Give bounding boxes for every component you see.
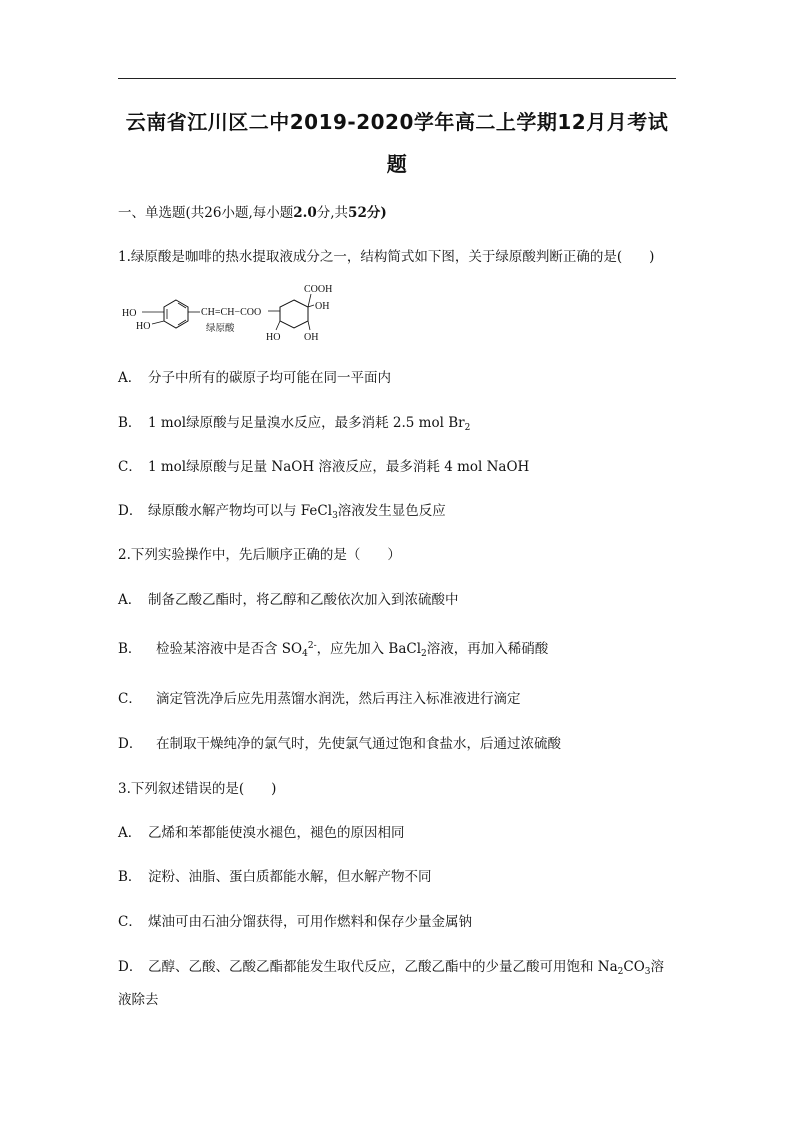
ho-ring-label: HO [266,332,281,343]
q1-option-d: D． 绿原酸水解产物均可以与 FeCl$_3$溶液发生显色反应 [118,503,446,521]
q3-option-d: D． 乙醇、乙酸、乙酸乙酯都能发生取代反应，乙酸乙酯中的少量乙酸可用饱和 $Na_2CO_3$溶 [118,959,665,977]
q1-option-b: B． 1 mol绿原酸与足量溴水反应，最多消耗 2.5 mol $Br_2$ [118,415,471,433]
q3-option-d-continued: 液除去 [118,992,159,1008]
q2-option-a: A． 制备乙酸乙酯时，将乙醇和乙酸依次加入到浓硫酸中 [118,592,459,608]
structure-caption: 绿原酸 [206,323,235,334]
q1-option-a: A． 分子中所有的碳原子均可能在同一平面内 [118,370,391,386]
cooh-label: COOH [304,284,333,295]
question-2-stem: 2.下列实验操作中，先后顺序正确的是（ ） [118,547,401,563]
question-3-stem: 3.下列叙述错误的是( ) [118,781,277,797]
oh-right-label: OH [315,301,330,312]
question-1-stem: 1.绿原酸是咖啡的热水提取液成分之一，结构简式如下图，关于绿原酸判断正确的是( ) [118,249,655,265]
q3-option-a: A． 乙烯和苯都能使溴水褪色，褪色的原因相同 [118,825,405,841]
chlorogenic-acid-structure [118,278,358,348]
q2-option-b: B． 检验某溶液中是否含 $SO_4^{2-}$，应先加入 BaCl$_2$溶液，再加入稀硝酸 [118,641,549,659]
q2-option-c: C． 滴定管洗净后应先用蒸馏水润洗，然后再注入标准液进行滴定 [118,691,521,707]
chain-label: CH=CH−COO [201,307,262,318]
header-rule [118,78,676,79]
oh-ring-label: OH [304,332,319,343]
page-title-continued: 题 [386,152,408,176]
ho-top-label: HO [122,308,137,319]
q3-option-c: C． 煤油可由石油分馏获得，可用作燃料和保存少量金属钠 [118,914,472,930]
benzene-ring [164,300,188,328]
ho-bottom-label: HO [136,321,151,332]
q2-option-d: D． 在制取干燥纯净的氯气时，先使氯气通过饱和食盐水，后通过浓硫酸 [118,736,561,752]
cyclohexane-ring [280,300,308,328]
q3-option-b: B． 淀粉、油脂、蛋白质都能水解，但水解产物不同 [118,869,432,885]
section-heading: 一、单选题(共26小题,每小题2.0分,共52分) [118,205,387,221]
q1-option-c: C． 1 mol绿原酸与足量 NaOH 溶液反应，最多消耗 4 mol NaOH [118,459,530,475]
page-title: 云南省江川区二中2019-2020学年高二上学期12月月考试 [125,110,669,134]
